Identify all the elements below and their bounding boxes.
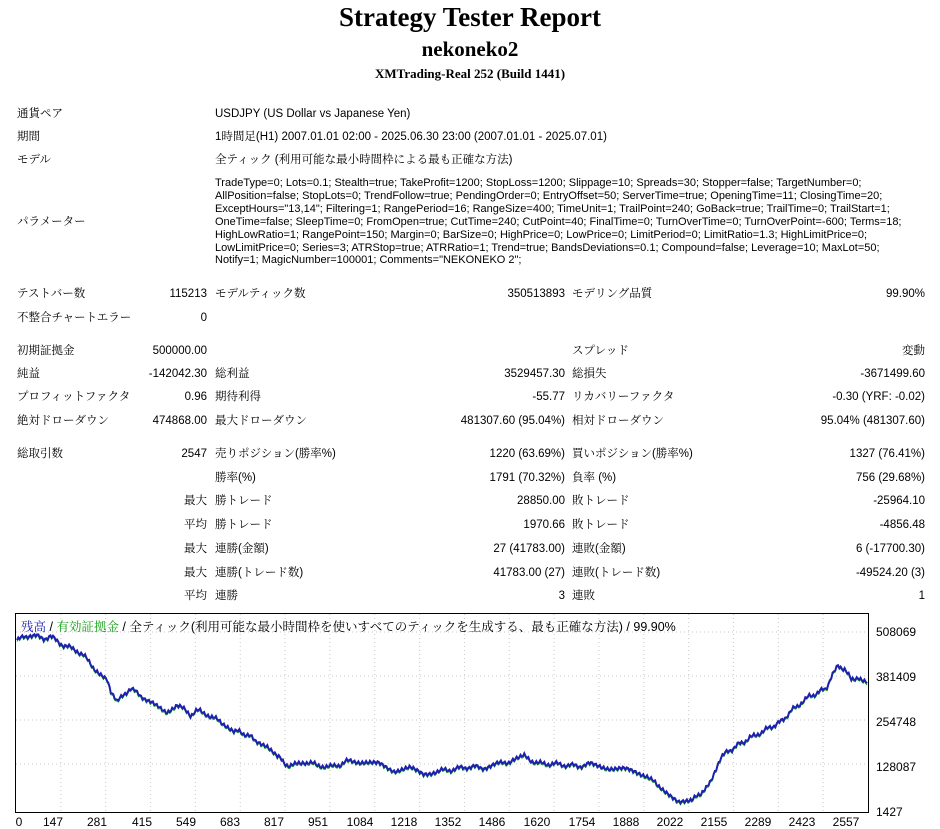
ticks-label: モデルティック数 (215, 288, 306, 300)
net-value: -142042.30 (148, 368, 207, 380)
legend-separator: / (46, 620, 57, 634)
x-tick-label: 2423 (788, 815, 816, 829)
gross-profit-value: 3529457.30 (504, 368, 565, 380)
x-tick-label: 1486 (478, 815, 506, 829)
ea-name: nekoneko2 (421, 37, 519, 61)
y-tick-label: 508069 (876, 625, 917, 639)
max-word: 最大 (184, 567, 207, 579)
x-tick-label: 415 (131, 815, 153, 829)
largest-loss-label: 敗トレード (572, 495, 630, 507)
x-tick-label: 281 (86, 815, 108, 829)
avg-word: 平均 (184, 519, 207, 531)
gross-profit-label: 総利益 (215, 368, 250, 380)
avg-win-value: 1970.66 (523, 519, 565, 531)
payoff-label: 期待利得 (215, 391, 261, 403)
params-value: TradeType=0; Lots=0.1; Stealth=true; TakeProfit=1200; StopLoss=1200; Slippage=10; Spreads=30; Stopper=false; TargetNumber=0; AllPosition=false; StopLots=0; TrendFollow=true; PendingOrder=0; EntryOffset=50; ServerTime=true; OpeningTime=11; ClosingTime=20; ExceptHours="13,14"; Filtering=1; RangePeriod=16; RangeSize=400; TimeUnit=1; TrailPoint=240; GoBack=true; TrailTime=0; TrailStart=1; OneTime=false; SleepTime=0; FromOpen=true; CutTime=240; CutPoint=40; FinalTime=0; TurnOverTime=0; TurnOverPoint=-600; Terms=18; HighLowRatio=1; RangePoint=150; Margin=0; BarSize=0; HighPrice=0; LowPrice=0; LimitPeriod=0; LimitRatio=1.3; HighLimitPrice=0; LowLimitPrice=0; Series=3; ATRStop=true; ATRRatio=1; Trend=true; BandsDeviations=0.1; Compound=false; Leverage=10; MaxLot=50; Notify=1; MagicNumber=100001; Comments="NEKONEKO 2"; (215, 177, 902, 267)
max-dd-value: 481307.60 (95.04%) (460, 415, 565, 427)
abs-dd-value: 474868.00 (152, 415, 207, 427)
model-value: 全ティック (利用可能な最小時間枠による最も正確な方法) (215, 154, 513, 166)
symbol-value: USDJPY (US Dollar vs Japanese Yen) (215, 108, 411, 120)
y-tick-label: 1427 (876, 805, 903, 819)
gross-loss-label: 総損失 (572, 368, 607, 380)
trades-label: 総取引数 (17, 448, 63, 460)
avg-cons-losses-label: 連敗 (572, 590, 595, 602)
rel-dd-value: 95.04% (481307.60) (820, 415, 925, 427)
payoff-value: -55.77 (532, 391, 565, 403)
spread-value: 変動 (902, 345, 925, 357)
avg-cons-wins-label: 連勝 (215, 590, 238, 602)
cons-losses-value: 6 (-17700.30) (855, 543, 925, 555)
period-value: 1時間足(H1) 2007.01.01 02:00 - 2025.06.30 23:00 (2007.01.01 - 2025.07.01) (215, 131, 607, 143)
x-tick-label: 147 (42, 815, 64, 829)
cons-wins-label: 連勝(金額) (215, 543, 269, 555)
cons-loss-label: 連敗(トレード数) (572, 567, 661, 579)
x-tick-label: 951 (307, 815, 329, 829)
y-tick-label: 381409 (876, 670, 917, 684)
symbol-label: 通貨ペア (17, 108, 63, 120)
y-tick-label: 128087 (876, 760, 917, 774)
x-tick-label: 1218 (390, 815, 418, 829)
short-label: 売りポジション(勝率%) (215, 448, 336, 460)
win-value: 1791 (70.32%) (489, 472, 565, 484)
model-label: モデル (17, 154, 51, 166)
win-label: 勝率(%) (215, 472, 256, 484)
x-tick-label: 683 (219, 815, 241, 829)
pf-label: プロフィットファクタ (17, 391, 131, 403)
rf-value: -0.30 (YRF: -0.02) (832, 391, 925, 403)
params-label: パラメーター (17, 216, 86, 228)
legend-description: / 全ティック(利用可能な最小時間枠を使いすべてのティックを生成する、最も正確な方法) / 99.90% (118, 620, 676, 634)
abs-dd-label: 絶対ドローダウン (17, 415, 109, 427)
balance-line (17, 634, 867, 803)
avg-cons-wins-value: 3 (558, 590, 565, 602)
x-tick-label: 2022 (656, 815, 684, 829)
balance-chart-svg (16, 614, 868, 812)
period-label: 期間 (17, 131, 40, 143)
x-tick-label: 2557 (832, 815, 860, 829)
bars-value: 115213 (169, 288, 207, 300)
deposit-value: 500000.00 (152, 345, 207, 357)
x-tick-label: 0 (15, 815, 23, 829)
long-value: 1327 (76.41%) (849, 448, 925, 460)
mismatch-value: 0 (200, 312, 207, 324)
x-tick-label: 2289 (744, 815, 772, 829)
x-tick-label: 1084 (346, 815, 374, 829)
balance-chart (15, 613, 869, 813)
x-tick-label: 1352 (434, 815, 462, 829)
y-tick-label: 254748 (876, 715, 917, 729)
cons-profit-value: 41783.00 (27) (493, 567, 565, 579)
cons-wins-value: 27 (41783.00) (493, 543, 565, 555)
largest-win-value: 28850.00 (517, 495, 565, 507)
x-tick-label: 1620 (523, 815, 551, 829)
max-word: 最大 (184, 543, 207, 555)
deposit-label: 初期証拠金 (17, 345, 75, 357)
avg-loss-label: 敗トレード (572, 519, 630, 531)
loss-value: 756 (29.68%) (855, 472, 925, 484)
avg-cons-losses-value: 1 (918, 590, 925, 602)
ticks-value: 350513893 (507, 288, 565, 300)
short-value: 1220 (63.69%) (489, 448, 565, 460)
x-tick-label: 1754 (568, 815, 596, 829)
quality-value: 99.90% (885, 288, 925, 300)
avg-win-label: 勝トレード (215, 519, 273, 531)
rf-label: リカバリーファクタ (572, 391, 675, 403)
largest-loss-value: -25964.10 (873, 495, 925, 507)
max-word: 最大 (184, 495, 207, 507)
quality-label: モデリング品質 (572, 288, 653, 300)
max-dd-label: 最大ドローダウン (215, 415, 307, 427)
server-info: XMTrading-Real 252 (Build 1441) (374, 66, 566, 81)
long-label: 買いポジション(勝率%) (572, 448, 693, 460)
legend-balance: 残高 (21, 620, 47, 634)
cons-losses-label: 連敗(金額) (572, 543, 626, 555)
legend-equity: 有効証拠金 (56, 620, 119, 634)
gross-loss-value: -3671499.60 (860, 368, 925, 380)
pf-value: 0.96 (184, 391, 207, 403)
largest-win-label: 勝トレード (215, 495, 273, 507)
spread-label: スプレッド (572, 345, 629, 357)
report-title: Strategy Tester Report (339, 2, 601, 32)
mismatch-label: 不整合チャートエラー (17, 312, 132, 324)
loss-label: 負率 (%) (572, 472, 617, 484)
cons-profit-label: 連勝(トレード数) (215, 567, 304, 579)
avg-loss-value: -4856.48 (879, 519, 925, 531)
trades-value: 2547 (181, 448, 207, 460)
x-tick-label: 817 (263, 815, 285, 829)
bars-label: テストバー数 (17, 288, 86, 300)
net-label: 純益 (17, 368, 40, 380)
rel-dd-label: 相対ドローダウン (572, 415, 664, 427)
x-tick-label: 2155 (700, 815, 728, 829)
cons-loss-value: -49524.20 (3) (855, 567, 925, 579)
avg-word: 平均 (184, 590, 207, 602)
chart-legend (21, 617, 676, 635)
x-tick-label: 1888 (612, 815, 640, 829)
x-tick-label: 549 (175, 815, 197, 829)
